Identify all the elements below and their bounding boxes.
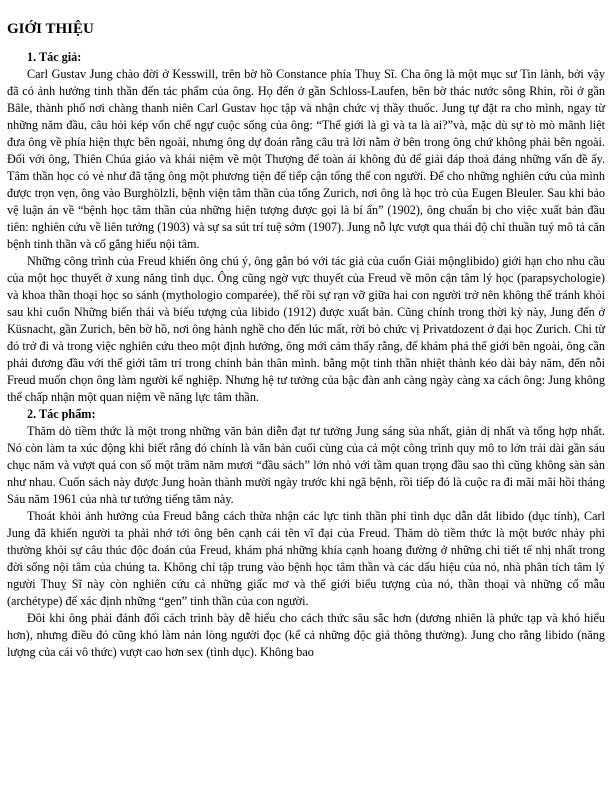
section-author [7, 49, 605, 406]
document-page [7, 20, 605, 661]
paragraph: Thăm dò tiềm thức là một trong những văn bản diễn đạt tư tưởng Jung sáng sủa nhất, giản dị nhất và tổng hợp nhất. Nó còn làm ta xúc động khi biết rằng đó chính là văn bản cuối cùng của cả một công trình quy mô to lớn trải dài gần sáu chục năm và vượt quá con số một trăm năm mươi “đầu sách” lớn nhỏ với tầm quan trọng đầu sao thì cũng không sàn sàn như nhau. Cuốn sách này được Jung hoàn thành mười ngày trước khi ngã bệnh, rồi tiếp đó là cuộc ra đi mãi mãi hồi tháng Sáu năm 1961 của nhà tư tưởng tiếng tăm này. [7, 424, 605, 506]
section-heading-works: 2. Tác phẩm: [27, 407, 96, 421]
paragraph: Những công trình của Freud khiến ông chú ý, ông gắn bó với tác giả của cuốn Giải mộnglibido) giới hạn cho nhu cầu của một học thuyết ở xung năng tình dục. Ông cũng ngờ vực thuyết của Freud về môn cận tâm lý học (parapsychologie) và khoa thần thoại học so sánh (mythologio comparée), thế rồi sự rạn vỡ giữa hai con người trở nên không thể tránh khỏi sau khi cuốn Những biến thái và biểu tượng của libido (1912) được xuất bản. Cũng chính trong thời kỳ này, Jung đến ở Küsnacht, gần Zurich, bên bờ hồ, nơi ông hành nghề cho đến lúc mất, rời bỏ chức vị Privatdozent ở đại học Zurich. Chỉ từ đó trở đi và trong việc nghiên cứu theo một định hướng, ông mới cảm thấy rằng, để khám phá thế giới bên ngoài, ông cần phải đương đầu với thế giới tâm trí trong chính bản thân mình. bằng một tinh thần nhiệt thành kéo dài bảy năm, đến nỗi Freud muốn chọn ông làm người kế nghiệp. Nhưng hệ tư tưởng của bậc đàn anh càng ngày càng xa cách ông: Jung không thể chấp nhận một quan niệm về năng lực tâm thần. [7, 254, 605, 404]
section-heading-author: 1. Tác giả: [27, 50, 82, 64]
section-works [7, 406, 605, 661]
paragraph: Đôi khi ông phải đánh đổi cách trình bày dễ hiểu cho cách thức sâu sắc hơn (dương nhiên là phức tạp và khó hiểu hơn), nhưng điều đó cũng khó làm nản lòng người đọc (kể cả những độc giả thông thường). Jung cho rằng libido (năng lượng của cái vô thức) vượt cao hơn sex (tình dục). Không bao [7, 611, 605, 659]
paragraph: Thoát khỏi ảnh hưởng của Freud bằng cách thừa nhận các lực tinh thần phi tình dục dẫn dắt libido (dục tính), Carl Jung đã khiến người ta phải nhớ tới ông bên cạnh cái tên vĩ đại của Freud. Thăm dò tiềm thức là một bước nhảy phi thường khỏi sự câu thúc độc đoán của Freud, khám phá những khía cạnh hoang đường ở những chi tiết tế nhị nhất trong đời sống nội tâm của chúng ta. Không chỉ tập trung vào bệnh học tâm thần và các dấu hiệu của nó, nhà phân tích tâm lý người Thuỵ Sĩ này còn nghiên cứu cả những giấc mơ và thế giới biểu tượng của nó, thần thoại và những cổ mẫu (archétype) để xác định những “gen” tinh thần của con người. [7, 509, 605, 608]
document-title: GIỚI THIỆU [7, 21, 94, 37]
paragraph: Carl Gustav Jung chào đời ở Kesswill, trên bờ hồ Constance phía Thuỵ Sĩ. Cha ông là một mục sư Tin lành, bởi vậy đã có ảnh hưởng tinh thần đến tác phẩm của ông. Họ đến ở gần Schloss-Laufen, bên bờ thác nước sông Rhin, rồi ở gần Bâle, thành phố nơi chàng thanh niên Carl Gustav học tập và nhận chức vị thầy thuốc. Jung tự đặt ra cho mình, ngay từ những năm đầu, câu hỏi kép vốn chế ngự cuộc sống của ông: “Thế giới là gì và ta là ai?”và, mặc dù sự tò mò mãnh liệt đưa ông về phía hiện thực bên ngoài, nhưng ông dự đoán rằng câu trả lời nằm ở bên trong ông chứ không phải bên ngoài. Đối với ông, Thiên Chúa giáo và khái niệm về một Thượng đế toàn ái không đủ để giải đáp thoả đáng những vấn đề ấy. Tâm thần học có vẻ như đã tặng ông một phương tiện để tiếp cận tổng thể con người. Để cho những nghiên cứu của mình được trọn vẹn, ông vào Burghölzli, bệnh viện tâm thần của tổng Zurich, nơi ông là học trò của Eugen Bleuler. Sau khi bảo vệ luận án về “bệnh học tâm thần của những hiện tượng được gọi là bí ẩn” (1902), ông chuẩn bị cho việc xuất bản đầu tiên: nghiên cứu về liên tưởng (1903) và sự sa sút trí tuệ sớm (1907). Jung nỗ lực vượt qua thái độ chỉ thuần tuý mô tả căn bệnh tinh thần và cố gắng hiểu nội tâm. [7, 67, 605, 251]
